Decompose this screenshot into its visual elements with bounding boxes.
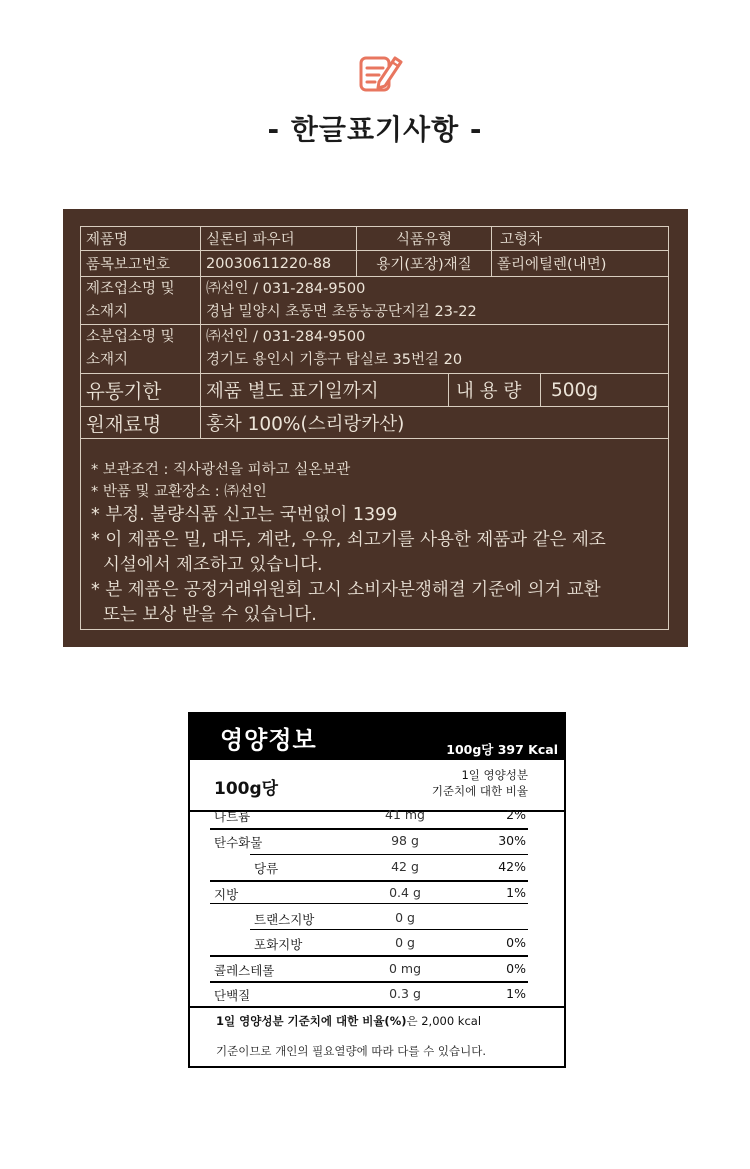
note-exchange-cont: 또는 보상 받을 수 있습니다. <box>103 605 317 625</box>
daily-value-header-line-2: 기준치에 대한 비율 <box>431 784 528 798</box>
product-name-label: 제품명 <box>81 227 201 250</box>
food-type-label: 식품유형 <box>357 227 492 250</box>
nutrient-name: 탄수화물 <box>214 835 263 850</box>
label-row-report <box>81 251 668 277</box>
serving-amount: 100g당 <box>214 779 279 799</box>
nutrient-row-saturated-fat <box>190 930 564 956</box>
maker-label-line-1: 제조업소명 및 <box>86 280 175 297</box>
nutrient-pct: 2% <box>506 807 526 822</box>
report-no-label: 품목보고번호 <box>81 251 201 276</box>
nutrient-amount: 0 g <box>395 935 415 950</box>
label-row-ingredients <box>81 407 668 439</box>
nutrition-title: 영양정보 <box>220 726 317 754</box>
expiry-label: 유통기한 <box>81 374 201 406</box>
note-allergen: * 이 제품은 밀, 대두, 계란, 우유, 쇠고기를 사용한 제품과 같은 제조 <box>91 530 606 550</box>
nutrient-name: 트랜스지방 <box>254 912 315 927</box>
container: 폴리에틸렌(내면) <box>497 257 607 273</box>
maker-info <box>201 277 668 324</box>
nutrient-row-carbs <box>190 828 564 854</box>
nutrient-amount: 0 mg <box>388 961 422 976</box>
container-label: 용기(포장)재질 <box>357 251 492 276</box>
nutrient-pct: 1% <box>506 885 526 900</box>
expiry: 제품 별도 표기일까지 <box>201 374 449 406</box>
note-storage: * 보관조건 : 직사광선을 피하고 실온보관 <box>91 462 351 478</box>
note-return: * 반품 및 교환장소 : ㈜선인 <box>91 484 267 500</box>
food-type: 고형차 <box>500 232 543 248</box>
label-row-expiry <box>81 374 668 407</box>
row-divider <box>210 903 528 904</box>
nutrient-amount: 0.4 g <box>389 885 421 900</box>
nutrition-kcal: 100g당 397 Kcal <box>446 742 558 757</box>
korean-label-panel <box>63 209 688 647</box>
nutrient-amount: 42 g <box>391 859 419 874</box>
nutrient-name: 포화지방 <box>254 937 303 952</box>
footer-divider <box>190 1006 564 1008</box>
content-label: 내 용 량 <box>449 374 541 406</box>
nutrient-name: 당류 <box>254 861 279 876</box>
seller-label-line-1: 소분업소명 및 <box>86 329 175 345</box>
nutrient-name: 콜레스테롤 <box>214 963 275 978</box>
note-report: * 부정. 불량식품 신고는 국번없이 1399 <box>91 505 398 525</box>
seller-line-2: 경기도 용인시 기흥구 탑실로 35번길 20 <box>206 352 463 368</box>
page-title: - 한글표기사항 - <box>267 113 483 146</box>
nutrient-amount: 98 g <box>391 833 419 848</box>
seller-line-1: ㈜선인 / 031-284-9500 <box>206 329 366 345</box>
nutrient-amount: 0.3 g <box>389 986 421 1001</box>
nutrient-pct: 0% <box>506 961 526 976</box>
label-table <box>80 226 669 630</box>
nutrient-amount: 0 g <box>395 910 415 925</box>
footer-line-2: 기준이므로 개인의 필요열량에 따라 다를 수 있습니다. <box>216 1044 486 1058</box>
nutrient-row-cholesterol <box>190 956 564 982</box>
footer-bold: 1일 영양성분 기준치에 대한 비율(%) <box>216 1014 407 1028</box>
seller-info <box>201 325 668 373</box>
nutrient-row-protein <box>190 981 564 1007</box>
label-notes <box>91 459 661 628</box>
label-row-maker <box>81 277 668 325</box>
maker-line-1: ㈜선인 / 031-284-9500 <box>206 280 366 297</box>
report-no: 20030611220-88 <box>201 251 357 276</box>
note-exchange: * 본 제품은 공정거래위원회 고시 소비자분쟁해결 기준에 의거 교환 <box>91 580 601 600</box>
maker-label <box>81 277 201 324</box>
nutrient-pct: 1% <box>506 986 526 1001</box>
nutrient-name: 단백질 <box>214 988 251 1003</box>
product-name: 실론티 파우더 <box>201 227 357 250</box>
note-allergen-cont: 시설에서 제조하고 있습니다. <box>103 555 323 575</box>
maker-label-line-2: 소재지 <box>86 303 129 320</box>
nutrient-pct: 0% <box>506 935 526 950</box>
memo-edit-icon <box>355 48 405 98</box>
seller-label-line-2: 소재지 <box>86 352 129 368</box>
nutrient-name: 나트륨 <box>214 809 251 824</box>
seller-label <box>81 325 201 373</box>
content: 500g <box>551 379 599 401</box>
nutrient-name: 지방 <box>214 887 239 902</box>
ingredients-label: 원재료명 <box>81 407 201 438</box>
daily-value-header-line-1: 1일 영양성분 <box>461 768 528 782</box>
footer-rest: 은 2,000 kcal <box>406 1014 482 1028</box>
nutrient-pct: 30% <box>498 833 526 848</box>
nutrient-amount: 41 mg <box>385 807 425 822</box>
nutrition-header <box>190 714 564 760</box>
label-row-seller <box>81 325 668 374</box>
nutrient-pct: 42% <box>498 859 526 874</box>
ingredients: 홍차 100%(스리랑카산) <box>206 413 405 435</box>
footer-line-1 <box>216 1013 481 1029</box>
daily-value-header <box>432 767 528 799</box>
nutrition-facts <box>188 712 566 1068</box>
nutrient-row-trans-fat <box>190 905 564 931</box>
label-row-product <box>81 227 668 251</box>
nutrient-row-sugars <box>190 854 564 880</box>
maker-line-2: 경남 밀양시 초동면 초동농공단지길 23-22 <box>206 303 477 320</box>
nutrient-row-sodium <box>190 802 564 828</box>
